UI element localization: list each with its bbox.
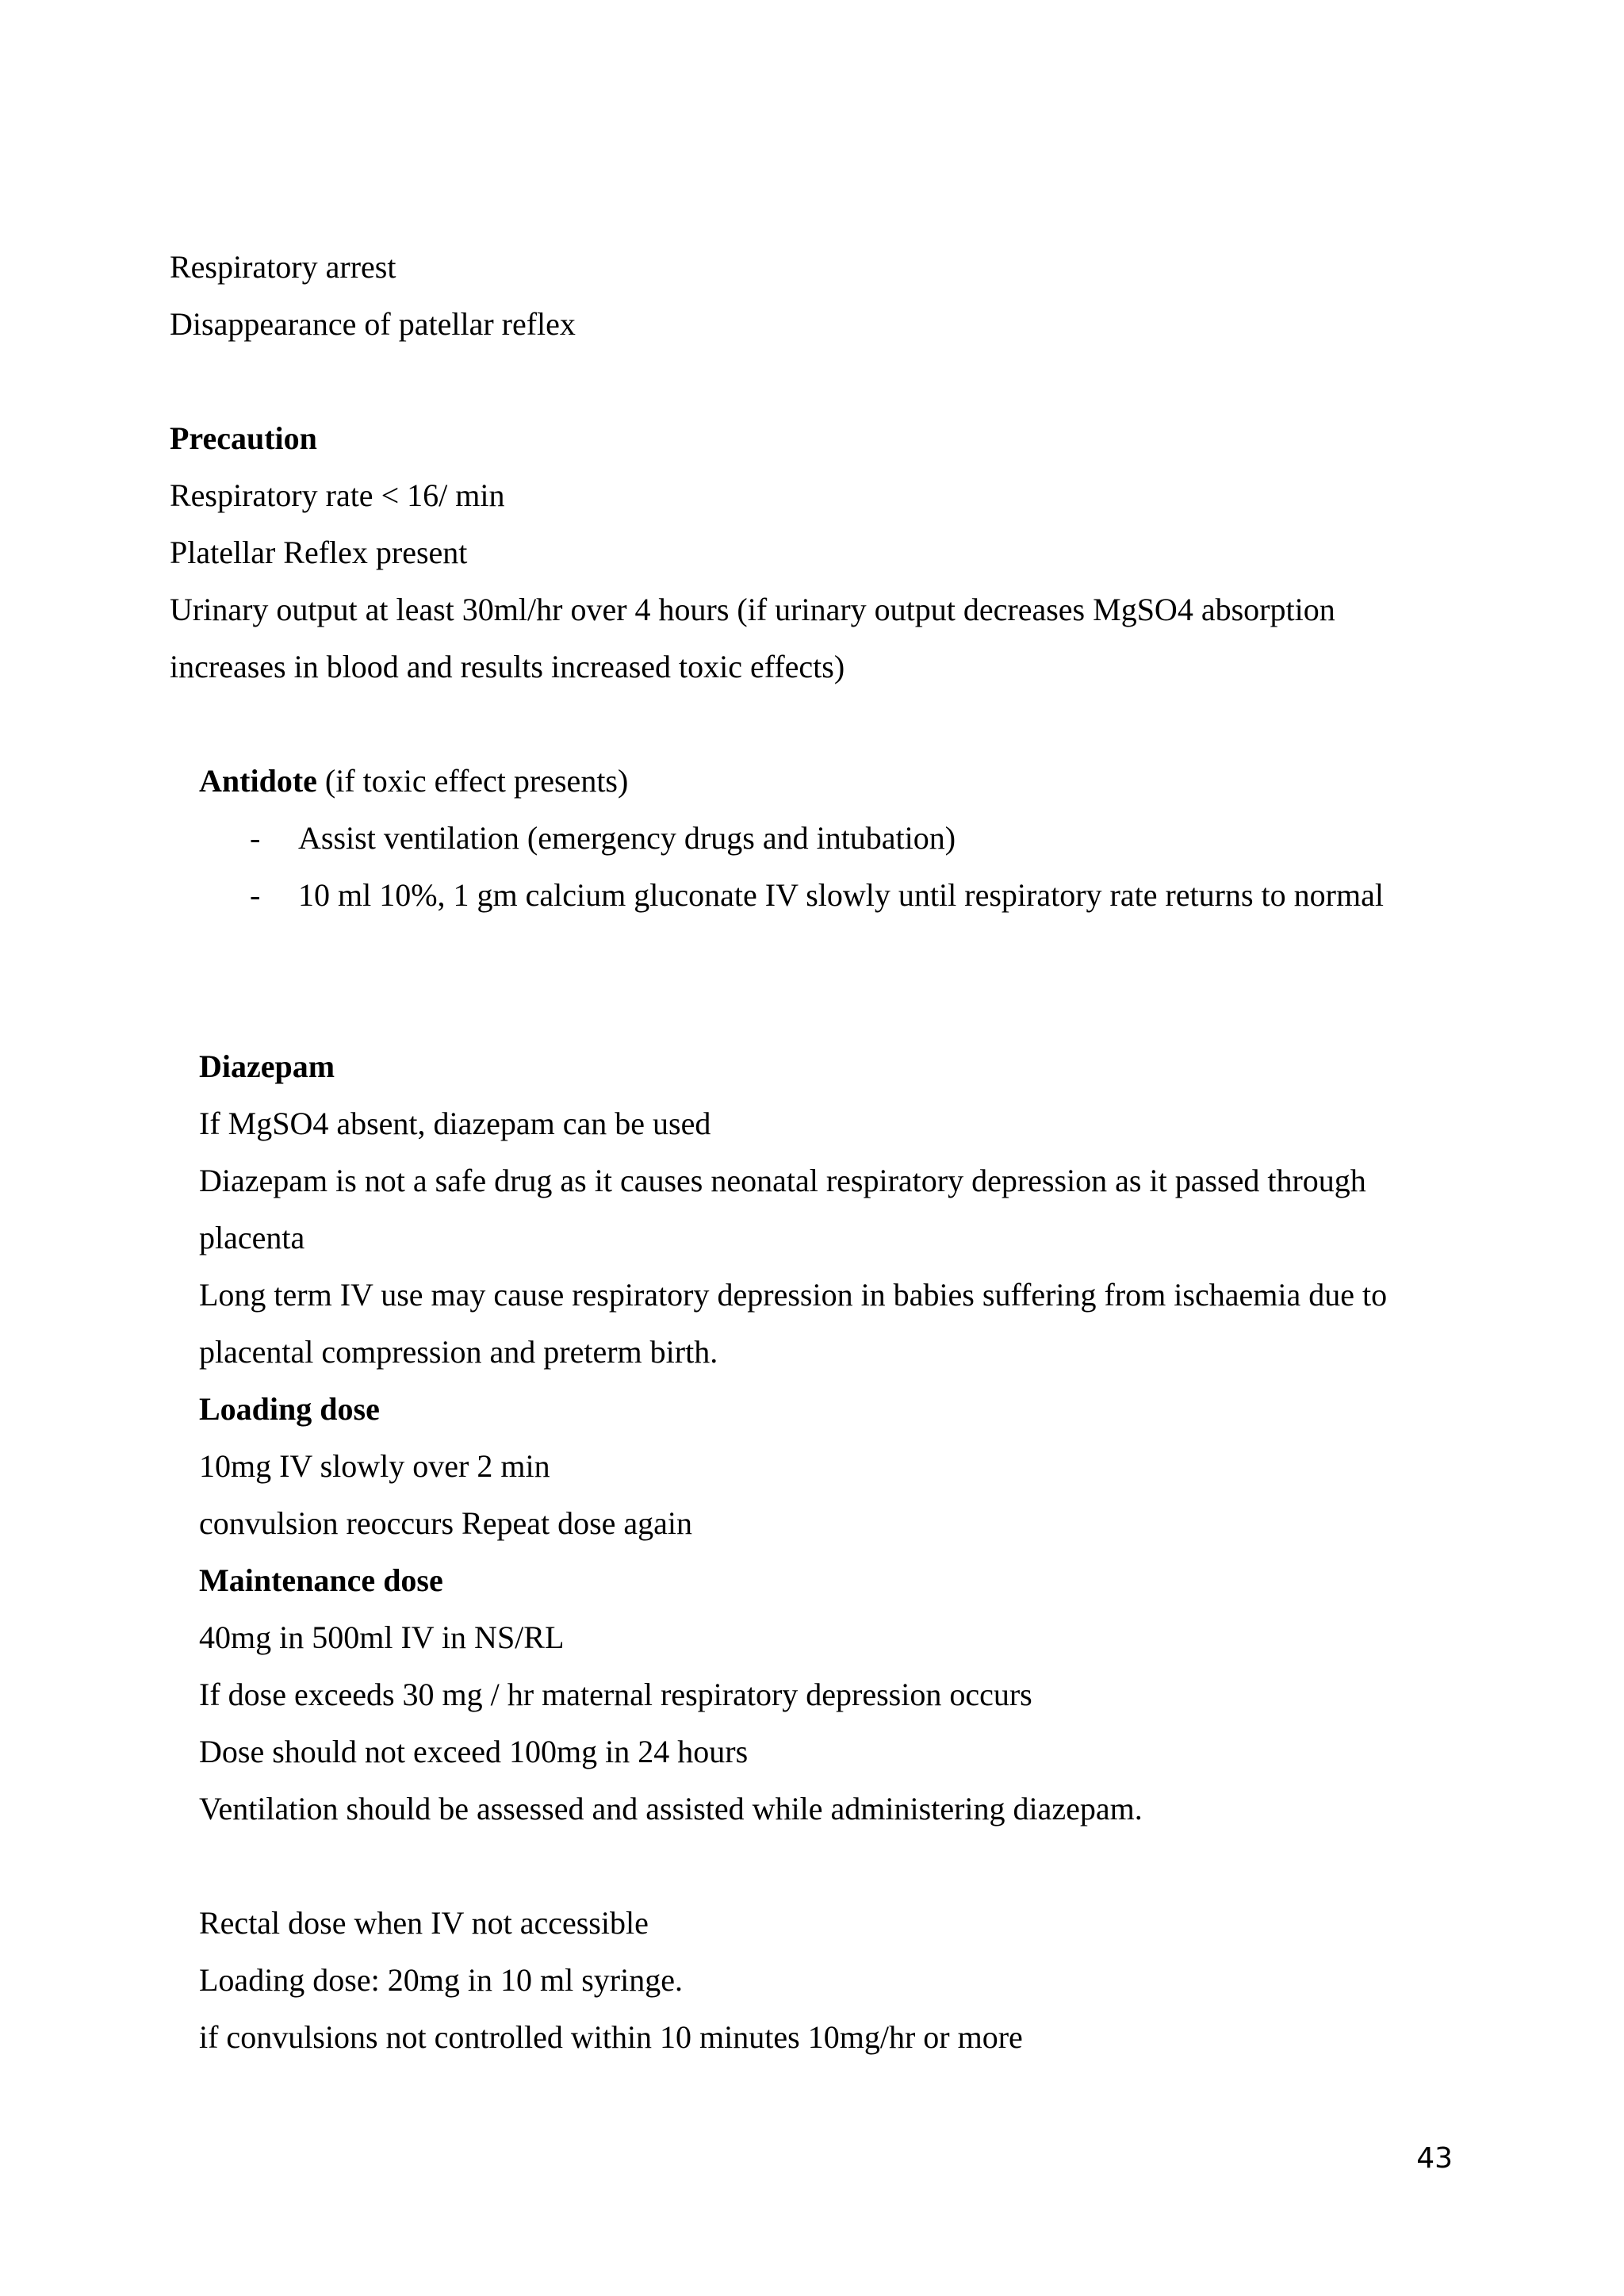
diazepam-line: Long term IV use may cause respiratory depression in babies suffering from ischaemia due to	[199, 1277, 1388, 1313]
maintenance-dose-line: Ventilation should be assessed and assisted while administering diazepam.	[199, 1791, 1143, 1826]
maintenance-dose-heading: Maintenance dose	[199, 1562, 443, 1598]
precaution-line: Respiratory rate < 16/ min	[170, 477, 505, 513]
maintenance-dose-line: 40mg in 500ml IV in NS/RL	[199, 1619, 565, 1655]
antidote-item: Assist ventilation (emergency drugs and intubation)	[298, 820, 956, 856]
rectal-line: if convulsions not controlled within 10 minutes 10mg/hr or more	[199, 2019, 1023, 2055]
page-number: 43	[1416, 2142, 1453, 2175]
loading-dose-line: convulsion reoccurs Repeat dose again	[199, 1505, 693, 1541]
bullet-dash: -	[250, 877, 261, 913]
antidote-item: 10 ml 10%, 1 gm calcium gluconate IV slowly until respiratory rate returns to normal	[298, 877, 1384, 913]
diazepam-heading: Diazepam	[199, 1048, 335, 1084]
rectal-line: Loading dose: 20mg in 10 ml syringe.	[199, 1962, 683, 1998]
precaution-heading: Precaution	[170, 420, 317, 456]
diazepam-line: placental compression and preterm birth.	[199, 1334, 718, 1370]
diazepam-line: placenta	[199, 1220, 305, 1255]
loading-dose-heading: Loading dose	[199, 1391, 380, 1427]
precaution-line: increases in blood and results increased toxic effects)	[170, 649, 845, 684]
toxic-sign-respiratory-arrest: Respiratory arrest	[170, 249, 396, 285]
antidote-heading: Antidote	[199, 763, 317, 799]
precaution-line: Urinary output at least 30ml/hr over 4 hours (if urinary output decreases MgSO4 absorption	[170, 592, 1335, 627]
bullet-dash: -	[250, 820, 261, 856]
diazepam-line: If MgSO4 absent, diazepam can be used	[199, 1106, 711, 1141]
loading-dose-line: 10mg IV slowly over 2 min	[199, 1448, 550, 1484]
diazepam-line: Diazepam is not a safe drug as it causes neonatal respiratory depression as it passed through	[199, 1163, 1366, 1198]
maintenance-dose-line: If dose exceeds 30 mg / hr maternal respiratory depression occurs	[199, 1677, 1032, 1712]
rectal-line: Rectal dose when IV not accessible	[199, 1905, 649, 1941]
toxic-sign-patellar-reflex: Disappearance of patellar reflex	[170, 306, 576, 342]
precaution-line: Platellar Reflex present	[170, 535, 468, 570]
antidote-title-line	[199, 762, 628, 800]
antidote-note: (if toxic effect presents)	[316, 763, 629, 799]
maintenance-dose-line: Dose should not exceed 100mg in 24 hours	[199, 1734, 749, 1769]
